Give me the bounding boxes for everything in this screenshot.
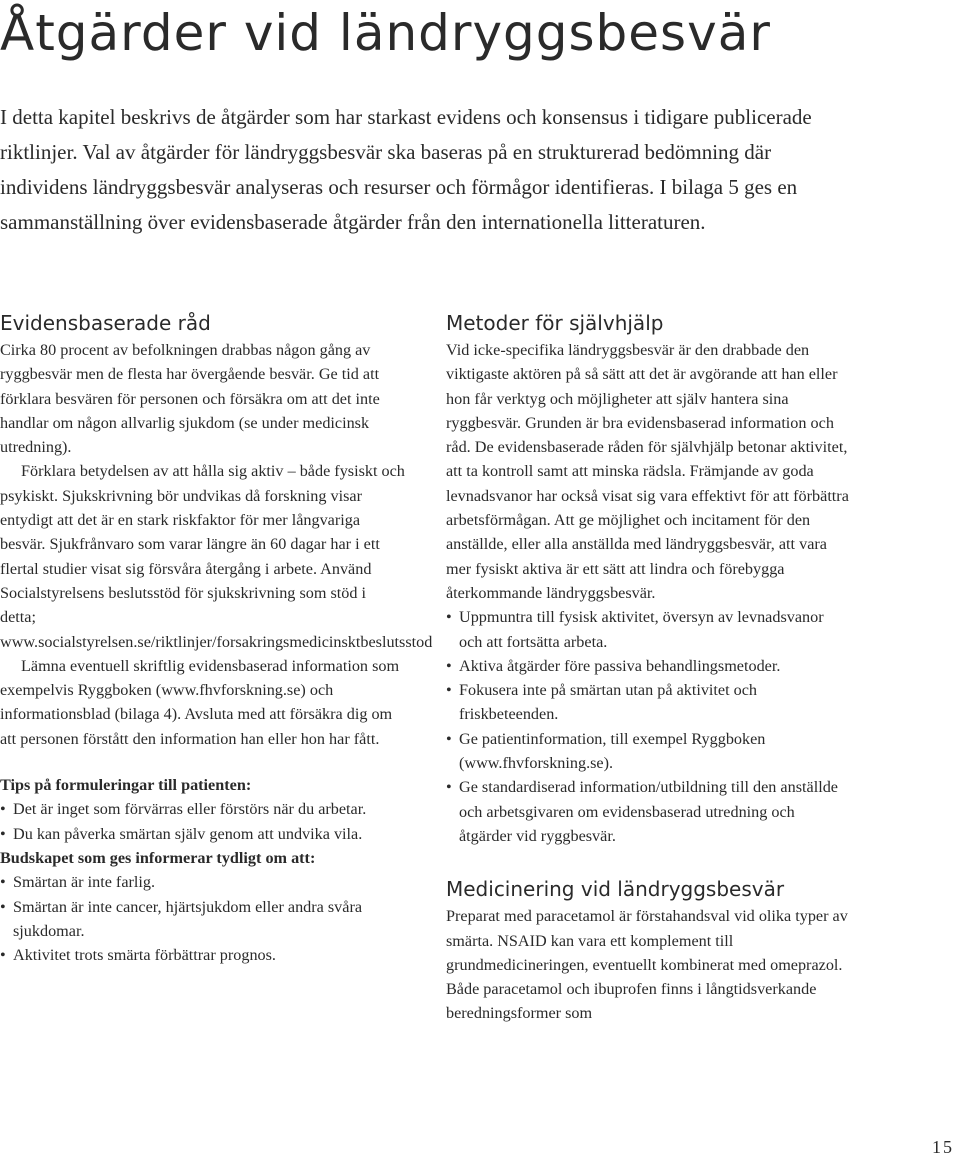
intro-paragraph: I detta kapitel beskrivs de åtgärder som har starkast evidens och konsensus i tidigare publicerade riktlinjer. Val av åtgärder för ländryggsbesvär ska baseras på en strukturerad bedömning där individens ländryggsbesvär analyseras och resurser och förmågor identifieras. I bilaga 5 ges en sammanställning över evidensbaserade åtgärder från den internationella litteraturen. [0, 105, 812, 234]
left-paragraph-1: Cirka 80 procent av befolkningen drabbas någon gång av ryggbesvär men de flesta har övergående besvär. Ge tid att förklara besvären för personen och försäkra om att det inte handlar om någon allvarlig sjukdom (se under medicinsk utredning). [0, 341, 380, 457]
right-column [446, 308, 851, 1026]
list-item: • Ge patientinformation, till exempel Ryggboken (www.fhvforskning.se). [446, 727, 851, 776]
section-heading-metoder-for-sjalvhjalp: Metoder för självhjälp [446, 311, 664, 335]
left-paragraph-2: Förklara betydelsen av att hålla sig aktiv – både fysiskt och psykiskt. Sjukskrivning bör undvikas då forskning visar entydigt att det är en stark riskfaktor för mer långvariga besvär. Sjukfrånvaro som varar längre än 60 dagar har i ett flertal studier visat sig försvåra återgång i arbete. Använd Socialstyrelsens beslutsstöd för sjukskrivning som stöd i detta; www.socialstyrelsen.se/riktlinjer/forsakringsmedicinsktbeslutsstod [0, 462, 433, 651]
right-paragraph-2: Preparat med paracetamol är förstahandsval vid olika typer av smärta. NSAID kan vara ett komplement till grundmedicineringen, eventuellt kombinerat med omeprazol. Både paracetamol och ibuprofen finns i långtidsverkande beredningsformer som [446, 907, 848, 1023]
message-label: Budskapet som ges informerar tydligt om att: [0, 848, 316, 867]
tips-list [0, 797, 405, 846]
list-item: • Fokusera inte på smärtan utan på aktivitet och friskbeteenden. [446, 678, 851, 727]
list-item: • Aktiva åtgärder före passiva behandlingsmetoder. [446, 654, 851, 678]
section-heading-evidensbaserade-rad: Evidensbaserade råd [0, 311, 211, 335]
self-help-list [446, 605, 851, 848]
list-item: • Aktivitet trots smärta förbättrar prognos. [0, 943, 405, 967]
right-paragraph-1: Vid icke-specifika ländryggsbesvär är den drabbade den viktigaste aktören på så sätt att det är avgörande att han eller hon får verktyg och möjligheter att själv hantera sina ryggbesvär. Grunden är bra evidensbaserad information och råd. De evidensbaserade råden för självhjälp betonar aktivitet, att ta kontroll samt att minska rädsla. Främjande av goda levnadsvanor har också visat sig vara effektivt för att förbättra arbetsförmågan. Att ge möjlighet och incitament för den anställde, eller alla anställda med ländryggsbesvär, att vara mer fysiskt aktiva är ett sätt att lindra och förebygga återkommande ländryggsbesvär. [446, 341, 849, 602]
section-heading-medicinering: Medicinering vid ländryggsbesvär [446, 877, 785, 902]
list-item: • Ge standardiserad information/utbildning till den anställde och arbetsgivaren om evidensbaserad utredning och åtgärder vid ryggbesvär. [446, 775, 851, 848]
list-item: • Smärtan är inte cancer, hjärtsjukdom eller andra svåra sjukdomar. [0, 895, 405, 944]
list-item: • Uppmuntra till fysisk aktivitet, översyn av levnadsvanor och att fortsätta arbeta. [446, 605, 851, 654]
page-title: Åtgärder vid ländryggsbesvär [0, 4, 771, 62]
message-list [0, 870, 405, 967]
page-number: 15 [932, 1137, 954, 1157]
left-column [0, 308, 433, 967]
list-item: • Du kan påverka smärtan själv genom att undvika vila. [0, 822, 405, 846]
list-item: • Det är inget som förvärras eller förstörs när du arbetar. [0, 797, 405, 821]
left-paragraph-3: Lämna eventuell skriftlig evidensbaserad information som exempelvis Ryggboken (www.fhvforskning.se) och informationsblad (bilaga 4). Avsluta med att försäkra dig om att personen förstått den information han eller hon har fått. [0, 656, 400, 748]
list-item: • Smärtan är inte farlig. [0, 870, 405, 894]
tips-label: Tips på formuleringar till patienten: [0, 776, 252, 795]
